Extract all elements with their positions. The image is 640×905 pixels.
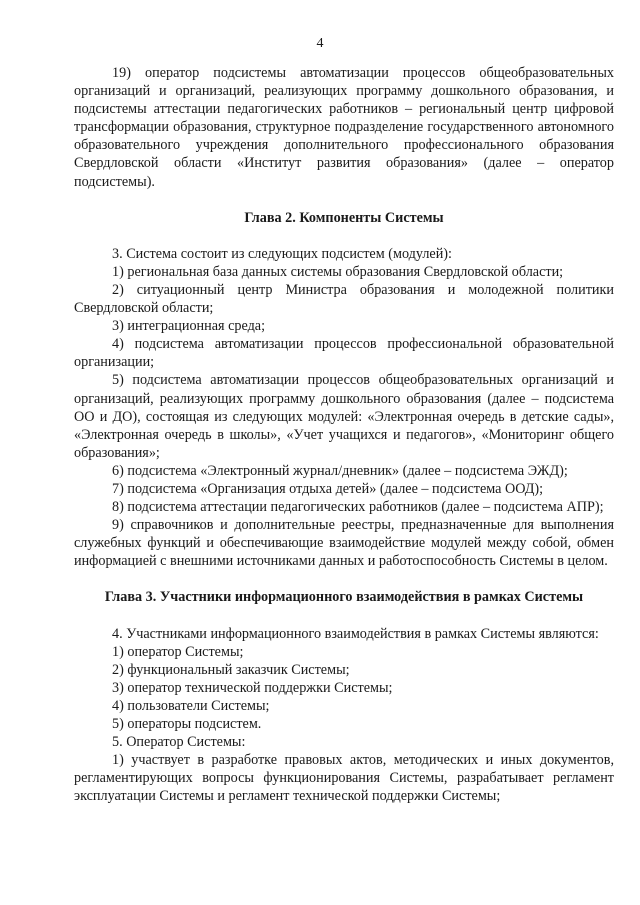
list-item: 5) подсистема автоматизации процессов общеобразовательных организаций и организаций, реализующих программу дошкольного образования (далее – подсистема ОО и ДО), состоящая из следующих модулей: «Электронная очередь в детские сады», «Электронная очередь в школы», «Учет учащихся и педагогов», «Мониторинг общего образования»;: [74, 372, 614, 461]
list-item: 7) подсистема «Организация отдыха детей» (далее – подсистема ООД);: [112, 480, 544, 497]
list-item: 2) ситуационный центр Министра образования и молодежной политики Свердловской области;: [74, 281, 614, 317]
chapter-2-heading: Глава 2. Компоненты Системы: [244, 209, 444, 226]
paragraph-item-19: 19) оператор подсистемы автоматизации процессов общеобразовательных организаций и организаций, реализующих программу дошкольного образования, и подсистемы аттестации педагогических работников – региональный центр цифровой трансформации образования, структурное подразделение государственного автономного образовательного учреждения дополнительного профессионального образования Свердловской области «Институт развития образования» (далее – оператор подсистемы).: [74, 65, 614, 190]
list-item: 3) интеграционная среда;: [112, 318, 266, 335]
list-item: 1) оператор Системы;: [112, 643, 244, 660]
list-item: 6) подсистема «Электронный журнал/дневник» (далее – подсистема ЭЖД);: [112, 462, 568, 479]
page-number: 4: [316, 36, 324, 51]
paragraph-3: 3. Система состоит из следующих подсистем (модулей):: [112, 245, 452, 262]
chapter-3-heading: Глава 3. Участники информационного взаимодействия в рамках Системы: [104, 589, 584, 606]
list-item: 2) функциональный заказчик Системы;: [112, 661, 350, 678]
list-item: 5) операторы подсистем.: [112, 716, 262, 732]
paragraph-4: 4. Участниками информационного взаимодействия в рамках Системы являются:: [112, 625, 599, 642]
list-item: 8) подсистема аттестации педагогических работников (далее – подсистема АПР);: [112, 499, 604, 516]
list-item: 1) региональная база данных системы образования Свердловской области;: [112, 263, 564, 280]
list-item: 3) оператор технической поддержки Системы;: [112, 679, 393, 696]
document-body: [74, 64, 614, 805]
list-item: 4) подсистема автоматизации процессов профессиональной образовательной организации;: [74, 336, 614, 371]
paragraph-5: 5. Оператор Системы:: [112, 734, 246, 751]
list-item: 9) справочников и дополнительные реестры, предназначенные для выполнения служебных функций и обеспечивающие взаимодействие модулей между собой, обмен информацией с внешними источниками данных и работоспособность Системы в целом.: [74, 517, 614, 570]
list-item: 4) пользователи Системы;: [112, 697, 270, 714]
list-item: 1) участвует в разработке правовых актов, методических и иных документов, регламентирующих вопросы функционирования Системы, разрабатывает регламент эксплуатации Системы и регламент технической поддержки Системы;: [74, 752, 614, 805]
